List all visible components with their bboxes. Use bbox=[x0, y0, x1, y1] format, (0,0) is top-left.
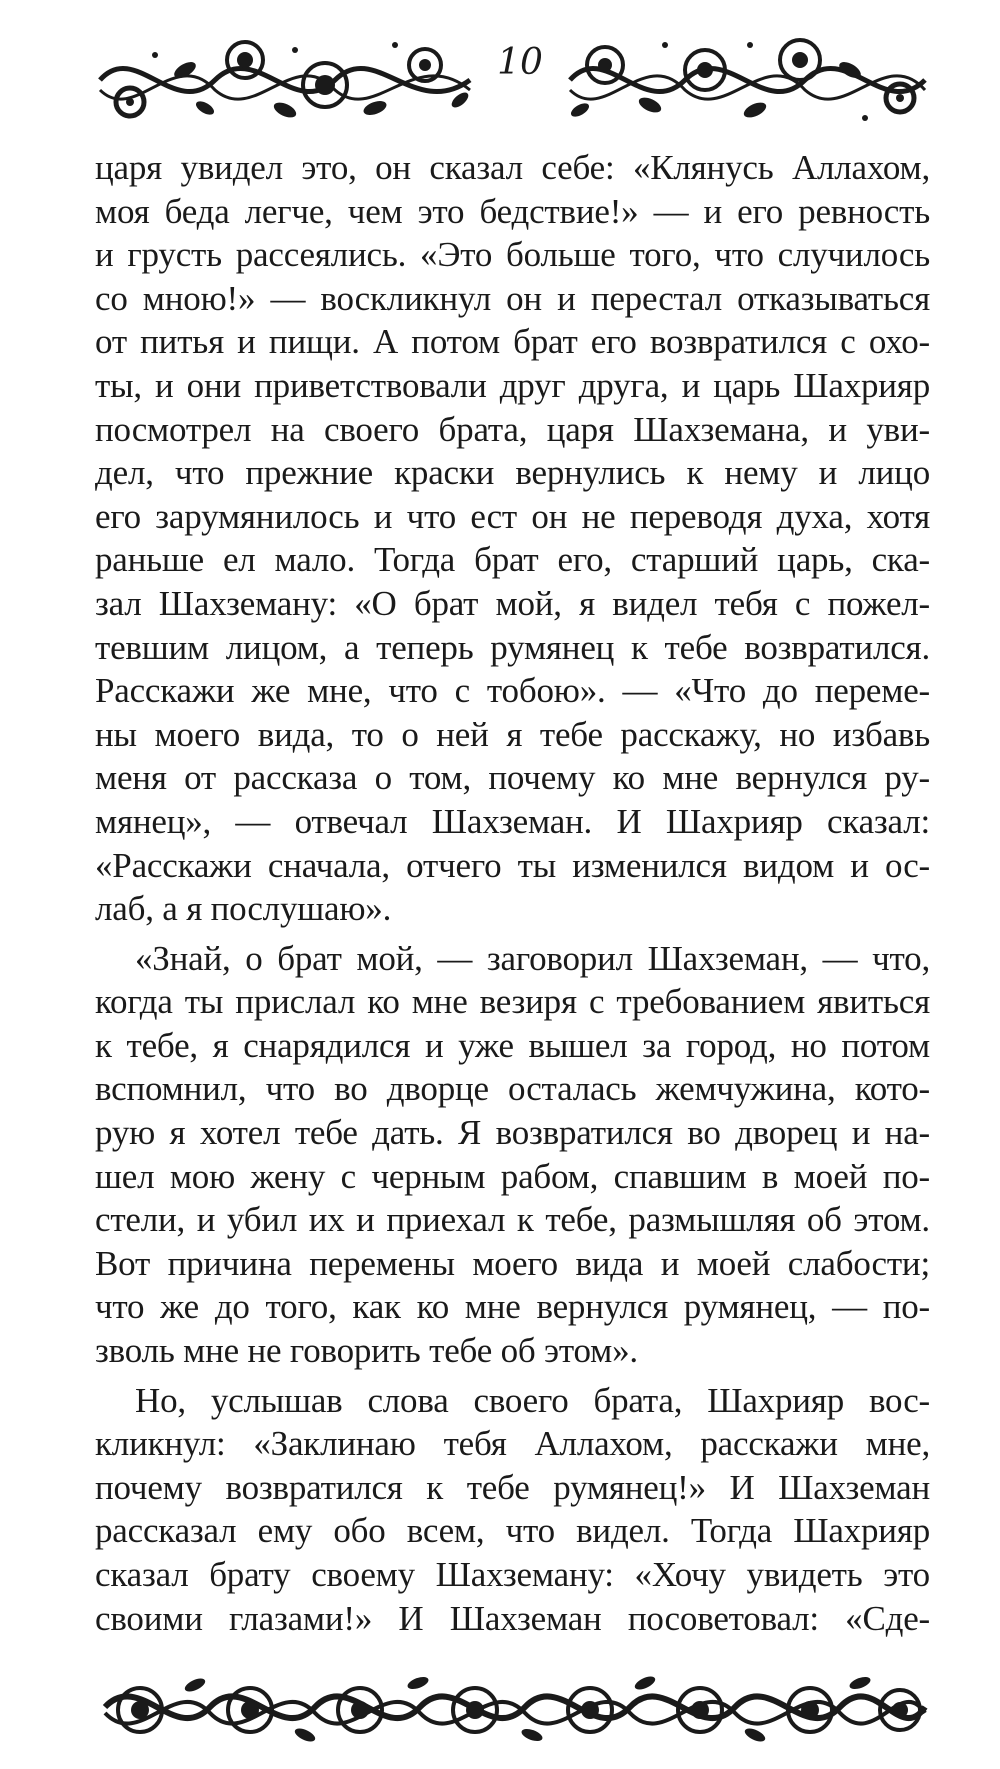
text-line: Расскажи же мне, что с тобою». — «Что до переме- bbox=[95, 671, 930, 711]
text-line: к тебе, я снарядился и уже вышел за город, но потом bbox=[95, 1025, 930, 1065]
text-line: вспомнил, что во дворце осталась жемчужина, кото- bbox=[95, 1069, 930, 1109]
floral-ornament-right-icon bbox=[565, 30, 930, 130]
text-line: «Знай, о брат мой, — заговорил Шахземан, — что, bbox=[135, 938, 930, 978]
text-line: что же до того, как ко мне вернулся румянец, — по- bbox=[95, 1287, 930, 1327]
text-line: ны моего вида, то о ней я тебе расскажу, но избавь bbox=[95, 714, 930, 754]
page-header bbox=[95, 30, 930, 130]
text-line: его зарумянилось и что ест он не переводя духа, хотя bbox=[95, 496, 930, 536]
text-line: моя беда легче, чем это бедствие!» — и его ревность bbox=[95, 191, 930, 231]
text-line: зал Шахземану: «О брат мой, я видел тебя с пожел- bbox=[95, 583, 930, 623]
text-line: рую я хотел тебе дать. Я возвратился во дворец и на- bbox=[95, 1113, 930, 1153]
text-line: «Расскажи сначала, отчего ты изменился видом и ос- bbox=[95, 845, 930, 885]
page-number: 10 bbox=[497, 42, 543, 83]
text-line: меня от рассказа о том, почему ко мне вернулся ру- bbox=[95, 758, 930, 798]
text-line: царя увидел это, он сказал себе: «Клянусь Аллахом, bbox=[95, 148, 930, 187]
text-line: стели, и убил их и приехал к тебе, размышляя об этом. bbox=[95, 1200, 930, 1240]
text-line: своими глазами!» И Шахземан посоветовал: «Сде- bbox=[95, 1598, 930, 1638]
text-line: зволь мне не говорить тебе об этом». bbox=[95, 1331, 638, 1371]
page-footer-ornament-icon bbox=[100, 1665, 930, 1750]
text-line: ты, и они приветствовали друг друга, и царь Шахрияр bbox=[95, 365, 930, 405]
text-line: посмотрел на своего брата, царя Шахземана, и уви- bbox=[95, 409, 930, 449]
text-line: со мною!» — воскликнул он и перестал отказываться bbox=[95, 278, 930, 318]
text-line: дел, что прежние краски вернулись к нему и лицо bbox=[95, 453, 930, 493]
text-line: Вот причина перемены моего вида и моей слабости; bbox=[95, 1243, 930, 1283]
floral-ornament-left-icon bbox=[95, 30, 475, 130]
text-line: сказал брату своему Шахземану: «Хочу увидеть это bbox=[95, 1555, 930, 1594]
text-line: шел мою жену с черным рабом, спавшим в моей по- bbox=[95, 1156, 930, 1196]
body-text bbox=[95, 146, 930, 1640]
text-line: и грусть рассеялись. «Это больше того, что случилось bbox=[95, 235, 930, 275]
text-line: когда ты прислал ко мне везиря с требованием явиться bbox=[95, 982, 930, 1022]
text-line: рассказал ему обо всем, что видел. Тогда Шахрияр bbox=[95, 1511, 930, 1551]
text-line: кликнул: «Заклинаю тебя Аллахом, расскажи мне, bbox=[95, 1424, 930, 1464]
text-line: мянец», — отвечал Шахземан. И Шахрияр сказал: bbox=[95, 801, 930, 841]
text-line: раньше ел мало. Тогда брат его, старший царь, ска- bbox=[95, 540, 930, 580]
text-line: от питья и пищи. А потом брат его возвратился с охо- bbox=[95, 322, 930, 362]
text-line: лаб, а я послушаю». bbox=[95, 889, 392, 929]
text-line: Но, услышав слова своего брата, Шахрияр вос- bbox=[135, 1380, 930, 1420]
text-line: тевшим лицом, а теперь румянец к тебе возвратился. bbox=[95, 627, 930, 667]
text-line: почему возвратился к тебе румянец!» И Шахземан bbox=[95, 1467, 930, 1507]
